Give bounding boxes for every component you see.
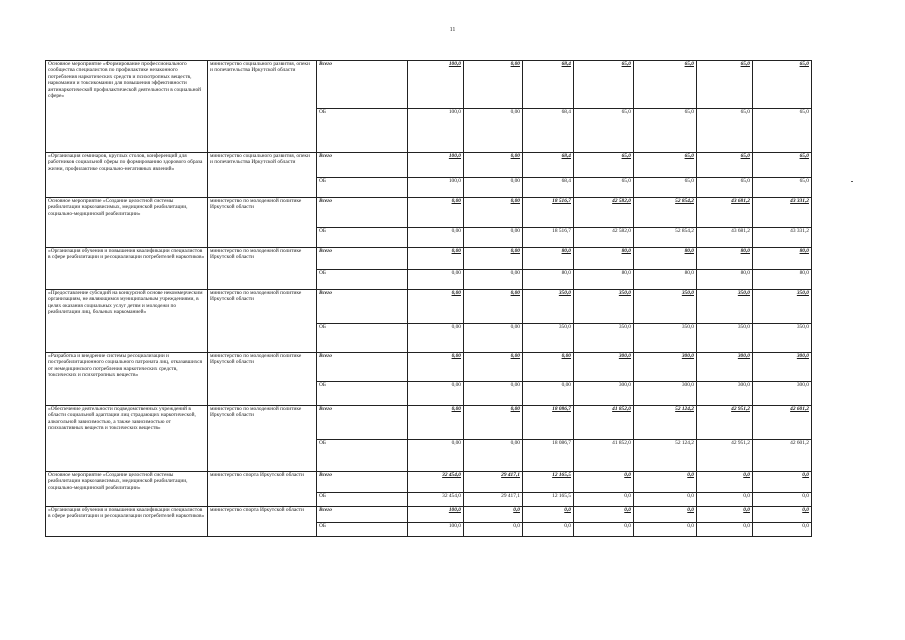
total-value-cell: 65,0	[634, 61, 697, 109]
total-value-cell: 0,00	[464, 406, 523, 440]
ob-value-cell: 100,0	[408, 178, 464, 198]
total-value-cell: 300,0	[634, 353, 697, 382]
total-value-cell: 300,0	[753, 353, 812, 382]
total-value-cell: 0,0	[523, 507, 574, 523]
total-value-cell: 43 331,2	[753, 198, 812, 228]
total-value-cell: 0,0	[574, 472, 634, 493]
table-row	[46, 61, 812, 109]
ob-value-cell: 80,0	[697, 270, 753, 290]
total-value-cell: 350,0	[574, 290, 634, 324]
ob-value-cell: 65,0	[753, 109, 812, 153]
total-value-cell: 0,00	[464, 198, 523, 228]
ob-value-cell: 18 516,7	[523, 228, 574, 248]
total-value-cell: 80,0	[634, 248, 697, 270]
total-value-cell: 0,0	[697, 472, 753, 493]
activity-cell: Основное мероприятие «Создание целостной системы реабилитации наркозависимых, медицинской реабилитации, социально-медицинской реабилитации»	[46, 198, 208, 248]
ob-value-cell: 52 124,2	[634, 440, 697, 472]
ob-value-cell: 68,4	[523, 109, 574, 153]
executor-cell: министерство спорта Иркутской области	[208, 472, 317, 507]
activity-cell: Основное мероприятие «Создание целостной системы реабилитации наркозависимых, медицинской реабилитации, социально-медицинской реабилитации»	[46, 472, 208, 507]
total-value-cell: 65,0	[574, 61, 634, 109]
total-value-cell: 18 086,7	[523, 406, 574, 440]
total-value-cell: 29 417,1	[464, 472, 523, 493]
activity-cell: «Предоставление субсидий на конкурсной основе некоммерческим организациям, не являющимся муниципальным учреждениями, в целях оказания социальных услуг детям и молодежи по реабилитации лиц, больных наркоманией»	[46, 290, 208, 353]
total-value-cell: 0,0	[464, 507, 523, 523]
source-total-label: Всего	[317, 153, 408, 178]
activity-cell: Основное мероприятие «Формирование профессионального сообщества специалистов по профилактике незаконного потребления наркотических средств и психотропных веществ, наркомании и токсикомании для повышения эффективности антинаркотической профилактической деятельности в социальной сфере»	[46, 61, 208, 153]
total-value-cell: 0,0	[753, 472, 812, 493]
source-ob-label: ОБ	[317, 270, 408, 290]
total-value-cell: 65,0	[697, 153, 753, 178]
ob-value-cell: 0,00	[464, 109, 523, 153]
source-ob-label: ОБ	[317, 109, 408, 153]
ob-value-cell: 0,00	[408, 270, 464, 290]
executor-cell: министерство по молодежной политике Иркутской области	[208, 406, 317, 472]
source-total-label: Всего	[317, 353, 408, 382]
total-value-cell: 0,0	[574, 507, 634, 523]
table-row	[46, 472, 812, 493]
total-value-cell: 52 124,2	[634, 406, 697, 440]
ob-value-cell: 0,0	[697, 493, 753, 507]
ob-value-cell: 43 681,2	[697, 228, 753, 248]
ob-value-cell: 42 582,0	[574, 228, 634, 248]
executor-cell: министерство социального развития, опеки и попечительства Иркутской области	[208, 153, 317, 198]
total-value-cell: 300,0	[574, 353, 634, 382]
table-row	[46, 198, 812, 228]
ob-value-cell: 0,00	[464, 228, 523, 248]
ob-value-cell: 0,0	[523, 523, 574, 537]
total-value-cell: 52 854,2	[634, 198, 697, 228]
total-value-cell: 350,0	[634, 290, 697, 324]
activity-cell: «Организация обучения и повышения квалификации специалистов в сфере реабилитации и ресоциализации потребителей наркотиков»	[46, 507, 208, 537]
ob-value-cell: 32 454,0	[408, 493, 464, 507]
source-total-label: Всего	[317, 290, 408, 324]
source-total-label: Всего	[317, 507, 408, 523]
ob-value-cell: 0,0	[753, 493, 812, 507]
ob-value-cell: 100,0	[408, 523, 464, 537]
ob-value-cell: 80,0	[523, 270, 574, 290]
total-value-cell: 300,0	[697, 353, 753, 382]
total-value-cell: 0,00	[408, 353, 464, 382]
total-value-cell: 65,0	[753, 61, 812, 109]
total-value-cell: 42 601,2	[753, 406, 812, 440]
table-row	[46, 153, 812, 178]
ob-value-cell: 80,0	[753, 270, 812, 290]
source-total-label: Всего	[317, 472, 408, 493]
source-ob-label: ОБ	[317, 324, 408, 353]
executor-cell: министерство по молодежной политике Иркутской области	[208, 198, 317, 248]
source-total-label: Всего	[317, 61, 408, 109]
ob-value-cell: 100,0	[408, 109, 464, 153]
ob-value-cell: 42 601,2	[753, 440, 812, 472]
table-row	[46, 406, 812, 440]
budget-table	[45, 60, 812, 537]
total-value-cell: 68,4	[523, 61, 574, 109]
total-value-cell: 0,00	[408, 248, 464, 270]
activity-cell: «Разработка и внедрение системы ресоциализации и постреабилитационного социального патроната лиц, отказавшихся от немедицинского потребления наркотических средств, токсических и психотропных веществ»	[46, 353, 208, 406]
total-value-cell: 65,0	[574, 153, 634, 178]
ob-value-cell: 29 417,1	[464, 493, 523, 507]
ob-value-cell: 0,00	[464, 178, 523, 198]
total-value-cell: 43 681,2	[697, 198, 753, 228]
total-value-cell: 80,0	[697, 248, 753, 270]
ob-value-cell: 0,00	[464, 440, 523, 472]
total-value-cell: 0,00	[408, 406, 464, 440]
ob-value-cell: 18 086,7	[523, 440, 574, 472]
total-value-cell: 32 454,0	[408, 472, 464, 493]
total-value-cell: 0,00	[464, 61, 523, 109]
total-value-cell: 0,00	[408, 198, 464, 228]
total-value-cell: 100,0	[408, 61, 464, 109]
ob-value-cell: 42 951,2	[697, 440, 753, 472]
ob-value-cell: 350,0	[634, 324, 697, 353]
table-row	[46, 290, 812, 324]
ob-value-cell: 65,0	[574, 178, 634, 198]
ob-value-cell: 0,0	[634, 493, 697, 507]
ob-value-cell: 80,0	[634, 270, 697, 290]
ob-value-cell: 41 852,0	[574, 440, 634, 472]
ob-value-cell: 0,0	[634, 523, 697, 537]
ob-value-cell: 65,0	[753, 178, 812, 198]
ob-value-cell: 0,0	[574, 493, 634, 507]
ob-value-cell: 0,00	[408, 382, 464, 406]
ob-value-cell: 65,0	[574, 109, 634, 153]
total-value-cell: 42 582,0	[574, 198, 634, 228]
scan-mark	[851, 181, 853, 182]
table-row	[46, 353, 812, 382]
ob-value-cell: 350,0	[523, 324, 574, 353]
total-value-cell: 0,0	[634, 507, 697, 523]
total-value-cell: 0,0	[634, 472, 697, 493]
total-value-cell: 0,0	[697, 507, 753, 523]
total-value-cell: 350,0	[523, 290, 574, 324]
ob-value-cell: 300,0	[697, 382, 753, 406]
total-value-cell: 65,0	[753, 153, 812, 178]
ob-value-cell: 350,0	[697, 324, 753, 353]
ob-value-cell: 300,0	[574, 382, 634, 406]
total-value-cell: 0,00	[523, 353, 574, 382]
ob-value-cell: 0,00	[464, 270, 523, 290]
executor-cell: министерство по молодежной политике Иркутской области	[208, 290, 317, 353]
executor-cell: министерство спорта Иркутской области	[208, 507, 317, 537]
ob-value-cell: 0,0	[574, 523, 634, 537]
source-total-label: Всего	[317, 198, 408, 228]
activity-cell: «Организация семинаров, круглых столов, конференций для работников социальной сферы по формированию здорового образа жизни, профилактике социально-негативных явлений»	[46, 153, 208, 198]
ob-value-cell: 68,4	[523, 178, 574, 198]
total-value-cell: 12 165,5	[523, 472, 574, 493]
activity-cell: «Организация обучения и повышения квалификации специалистов в сфере реабилитации и ресоциализации потребителей наркотиков»	[46, 248, 208, 290]
total-value-cell: 100,0	[408, 507, 464, 523]
total-value-cell: 42 951,2	[697, 406, 753, 440]
ob-value-cell: 0,0	[464, 523, 523, 537]
total-value-cell: 65,0	[697, 61, 753, 109]
ob-value-cell: 52 854,2	[634, 228, 697, 248]
executor-cell: министерство по молодежной политике Иркутской области	[208, 353, 317, 406]
ob-value-cell: 300,0	[634, 382, 697, 406]
total-value-cell: 80,0	[753, 248, 812, 270]
source-ob-label: ОБ	[317, 440, 408, 472]
ob-value-cell: 350,0	[753, 324, 812, 353]
page-number: 11	[449, 27, 456, 33]
total-value-cell: 41 852,0	[574, 406, 634, 440]
total-value-cell: 0,00	[464, 290, 523, 324]
source-ob-label: ОБ	[317, 178, 408, 198]
source-total-label: Всего	[317, 248, 408, 270]
total-value-cell: 100,0	[408, 153, 464, 178]
total-value-cell: 18 516,7	[523, 198, 574, 228]
ob-value-cell: 0,00	[523, 382, 574, 406]
source-ob-label: ОБ	[317, 228, 408, 248]
executor-cell: министерство по молодежной политике Иркутской области	[208, 248, 317, 290]
executor-cell: министерство социального развития, опеки и попечительства Иркутской области	[208, 61, 317, 153]
ob-value-cell: 0,00	[464, 382, 523, 406]
ob-value-cell: 350,0	[574, 324, 634, 353]
ob-value-cell: 65,0	[634, 109, 697, 153]
source-total-label: Всего	[317, 406, 408, 440]
total-value-cell: 350,0	[697, 290, 753, 324]
total-value-cell: 65,0	[634, 153, 697, 178]
total-value-cell: 0,00	[408, 290, 464, 324]
ob-value-cell: 0,0	[753, 523, 812, 537]
total-value-cell: 0,0	[753, 507, 812, 523]
ob-value-cell: 0,00	[408, 440, 464, 472]
total-value-cell: 80,0	[574, 248, 634, 270]
ob-value-cell: 43 331,2	[753, 228, 812, 248]
source-ob-label: ОБ	[317, 523, 408, 537]
ob-value-cell: 0,00	[408, 324, 464, 353]
total-value-cell: 350,0	[753, 290, 812, 324]
total-value-cell: 0,00	[464, 353, 523, 382]
ob-value-cell: 12 165,5	[523, 493, 574, 507]
table-row	[46, 507, 812, 523]
ob-value-cell: 65,0	[697, 109, 753, 153]
total-value-cell: 68,4	[523, 153, 574, 178]
total-value-cell: 0,00	[464, 248, 523, 270]
ob-value-cell: 65,0	[634, 178, 697, 198]
ob-value-cell: 300,0	[753, 382, 812, 406]
ob-value-cell: 65,0	[697, 178, 753, 198]
ob-value-cell: 0,00	[464, 324, 523, 353]
total-value-cell: 80,0	[523, 248, 574, 270]
source-ob-label: ОБ	[317, 493, 408, 507]
source-ob-label: ОБ	[317, 382, 408, 406]
ob-value-cell: 0,00	[408, 228, 464, 248]
table-row	[46, 248, 812, 270]
activity-cell: «Обеспечение деятельности подведомственных учреждений в области социальной адаптации лиц страдающих наркотической, алкогольной зависимостью, а также зависимостью от психоактивных веществ и токсических веществ»	[46, 406, 208, 472]
ob-value-cell: 80,0	[574, 270, 634, 290]
total-value-cell: 0,00	[464, 153, 523, 178]
ob-value-cell: 0,0	[697, 523, 753, 537]
